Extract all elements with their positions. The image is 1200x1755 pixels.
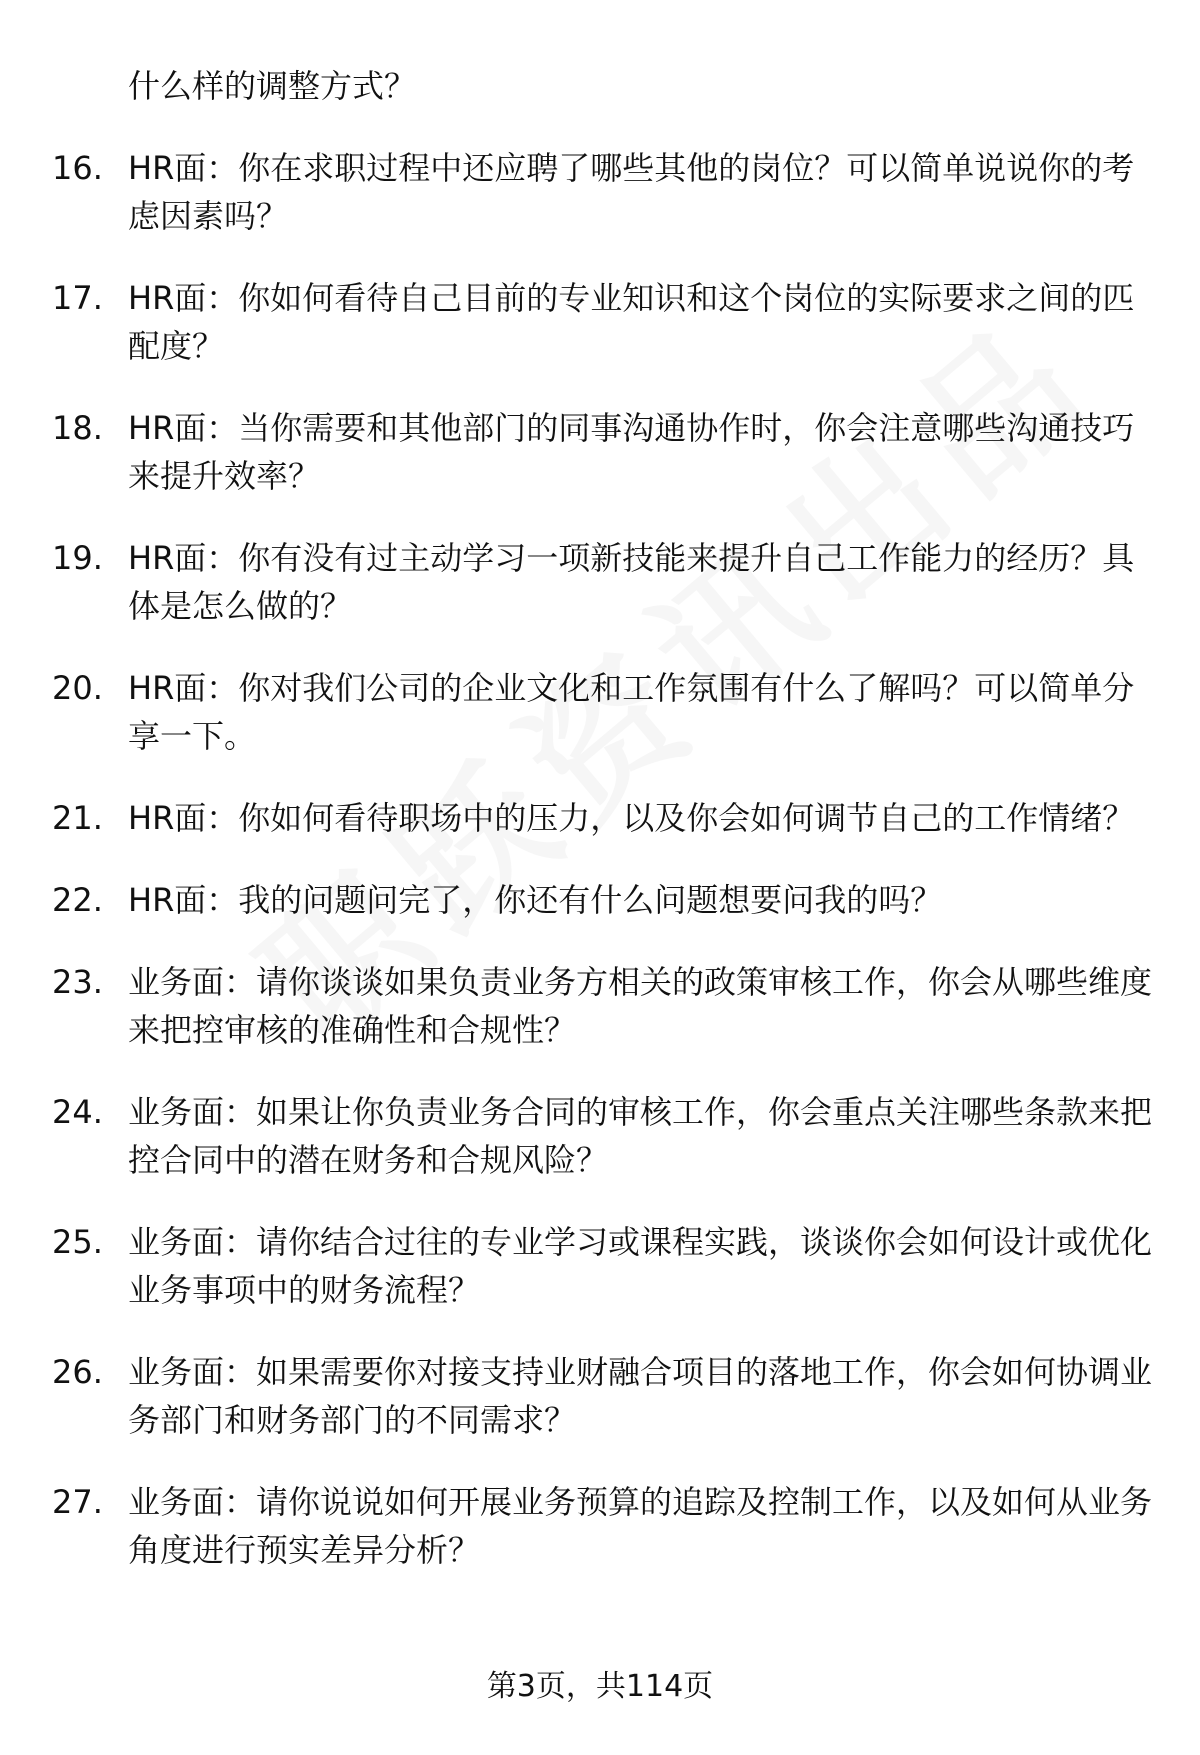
question-item bbox=[52, 1348, 1162, 1444]
question-text: HR面：当你需要和其他部门的同事沟通协作时，你会注意哪些沟通技巧来提升效率？ bbox=[128, 409, 1135, 495]
question-text: 业务面：如果需要你对接支持业财融合项目的落地工作，你会如何协调业务部门和财务部门的不同需求？ bbox=[128, 1353, 1153, 1439]
question-number: 18. bbox=[52, 409, 103, 447]
question-number: 19. bbox=[52, 539, 103, 577]
question-number: 16. bbox=[52, 149, 103, 187]
question-text: 业务面：请你谈谈如果负责业务方相关的政策审核工作，你会从哪些维度来把控审核的准确性和合规性？ bbox=[128, 963, 1153, 1049]
question-text: HR面：你对我们公司的企业文化和工作氛围有什么了解吗？可以简单分享一下。 bbox=[128, 669, 1135, 755]
continuation-text: 什么样的调整方式？ bbox=[128, 67, 417, 105]
question-item bbox=[52, 144, 1162, 240]
question-number: 17. bbox=[52, 279, 103, 317]
question-number: 25. bbox=[52, 1223, 103, 1261]
question-number: 24. bbox=[52, 1093, 103, 1131]
question-text: HR面：你如何看待职场中的压力，以及你会如何调节自己的工作情绪？ bbox=[128, 799, 1135, 837]
question-number: 26. bbox=[52, 1353, 103, 1391]
question-number: 20. bbox=[52, 669, 103, 707]
question-number: 23. bbox=[52, 963, 103, 1001]
question-number: 21. bbox=[52, 799, 103, 837]
question-item bbox=[52, 794, 1162, 842]
question-text: HR面：你有没有过主动学习一项新技能来提升自己工作能力的经历？具体是怎么做的？ bbox=[128, 539, 1135, 625]
question-item bbox=[52, 534, 1162, 630]
question-item bbox=[52, 876, 1162, 924]
page-footer: 第3页，共114页 bbox=[486, 1669, 714, 1704]
question-number: 27. bbox=[52, 1483, 103, 1521]
question-list bbox=[52, 144, 1162, 1608]
question-item bbox=[52, 274, 1162, 370]
question-text: 业务面：如果让你负责业务合同的审核工作，你会重点关注哪些条款来把控合同中的潜在财务和合规风险？ bbox=[128, 1093, 1153, 1179]
question-item bbox=[52, 1218, 1162, 1314]
question-item bbox=[52, 958, 1162, 1054]
question-item bbox=[52, 1088, 1162, 1184]
question-text: 业务面：请你说说如何开展业务预算的追踪及控制工作，以及如何从业务角度进行预实差异分析？ bbox=[128, 1483, 1153, 1569]
question-item bbox=[52, 404, 1162, 500]
question-text: HR面：你在求职过程中还应聘了哪些其他的岗位？可以简单说说你的考虑因素吗？ bbox=[128, 149, 1135, 235]
question-item bbox=[52, 1478, 1162, 1574]
question-item bbox=[52, 664, 1162, 760]
question-text: HR面：你如何看待自己目前的专业知识和这个岗位的实际要求之间的匹配度？ bbox=[128, 279, 1135, 365]
question-number: 22. bbox=[52, 881, 103, 919]
question-text: 业务面：请你结合过往的专业学习或课程实践，谈谈你会如何设计或优化业务事项中的财务流程？ bbox=[128, 1223, 1153, 1309]
question-text: HR面：我的问题问完了，你还有什么问题想要问我的吗？ bbox=[128, 881, 943, 919]
